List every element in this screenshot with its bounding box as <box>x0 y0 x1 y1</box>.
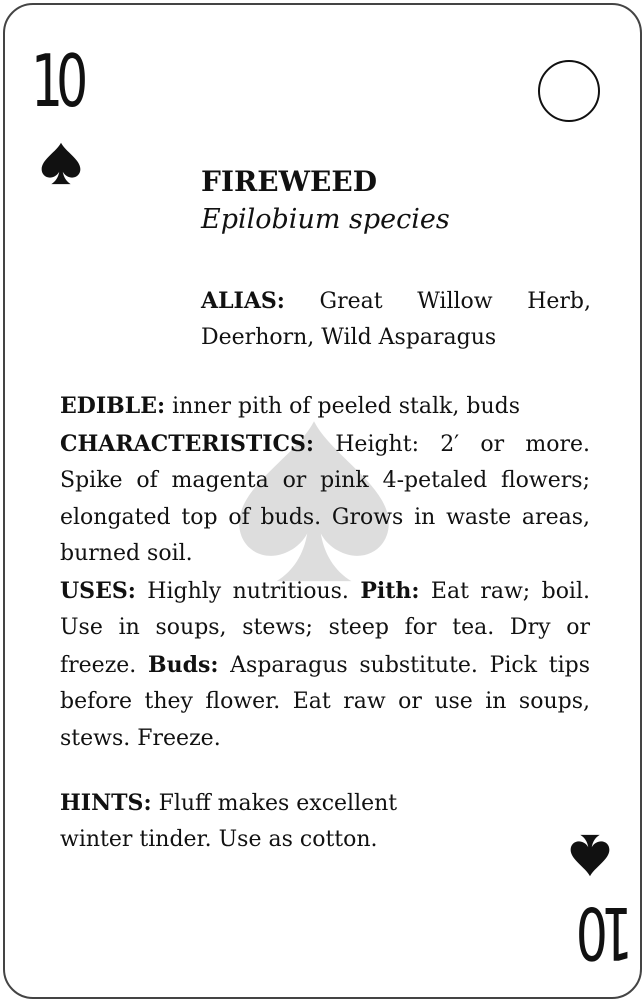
pith-label: Pith: <box>360 577 420 604</box>
hints-label: HINTS: <box>60 790 152 816</box>
alias-section <box>201 283 591 356</box>
edible-section <box>60 388 590 426</box>
description-body <box>60 388 590 757</box>
alias-text: Great Willow Herb, Deerhorn, Wild Asparagus <box>201 289 592 350</box>
spade-icon <box>568 833 612 879</box>
pith-text: Eat raw; boil. Use in soups, stews; steep for tea. Dry or freeze. <box>60 578 591 678</box>
uses-text: Highly nutritious. <box>147 578 349 604</box>
buds-text: Asparagus substitute. Pick tips before they flower. Eat raw or use in soups, stews. Freeze. <box>60 652 590 751</box>
corner-circle <box>538 60 600 122</box>
hints-text: Fluff makes excellent winter tinder. Use as cotton. <box>60 791 398 852</box>
edible-label: EDIBLE: <box>60 393 166 419</box>
latin-name: Epilobium species <box>201 204 450 235</box>
alias-label: ALIAS: <box>201 288 285 314</box>
playing-card <box>3 3 642 999</box>
rank-bottom: 10 <box>582 891 633 975</box>
plant-title: FIREWEED <box>201 165 377 198</box>
uses-section <box>60 573 590 758</box>
spade-icon <box>39 140 83 186</box>
characteristics-section <box>60 426 590 573</box>
uses-label: USES: <box>60 577 136 604</box>
buds-label: Buds: <box>147 651 219 678</box>
characteristics-label: CHARACTERISTICS: <box>60 430 315 457</box>
characteristics-text: Height: 2′ or more. Spike of magenta or pink 4-petaled flowers; elongated top of buds. Grows in waste areas, burned soil. <box>60 431 590 566</box>
edible-text: inner pith of peeled stalk, buds <box>172 394 520 419</box>
rank-top: 10 <box>31 39 82 123</box>
hints-section <box>60 785 430 858</box>
